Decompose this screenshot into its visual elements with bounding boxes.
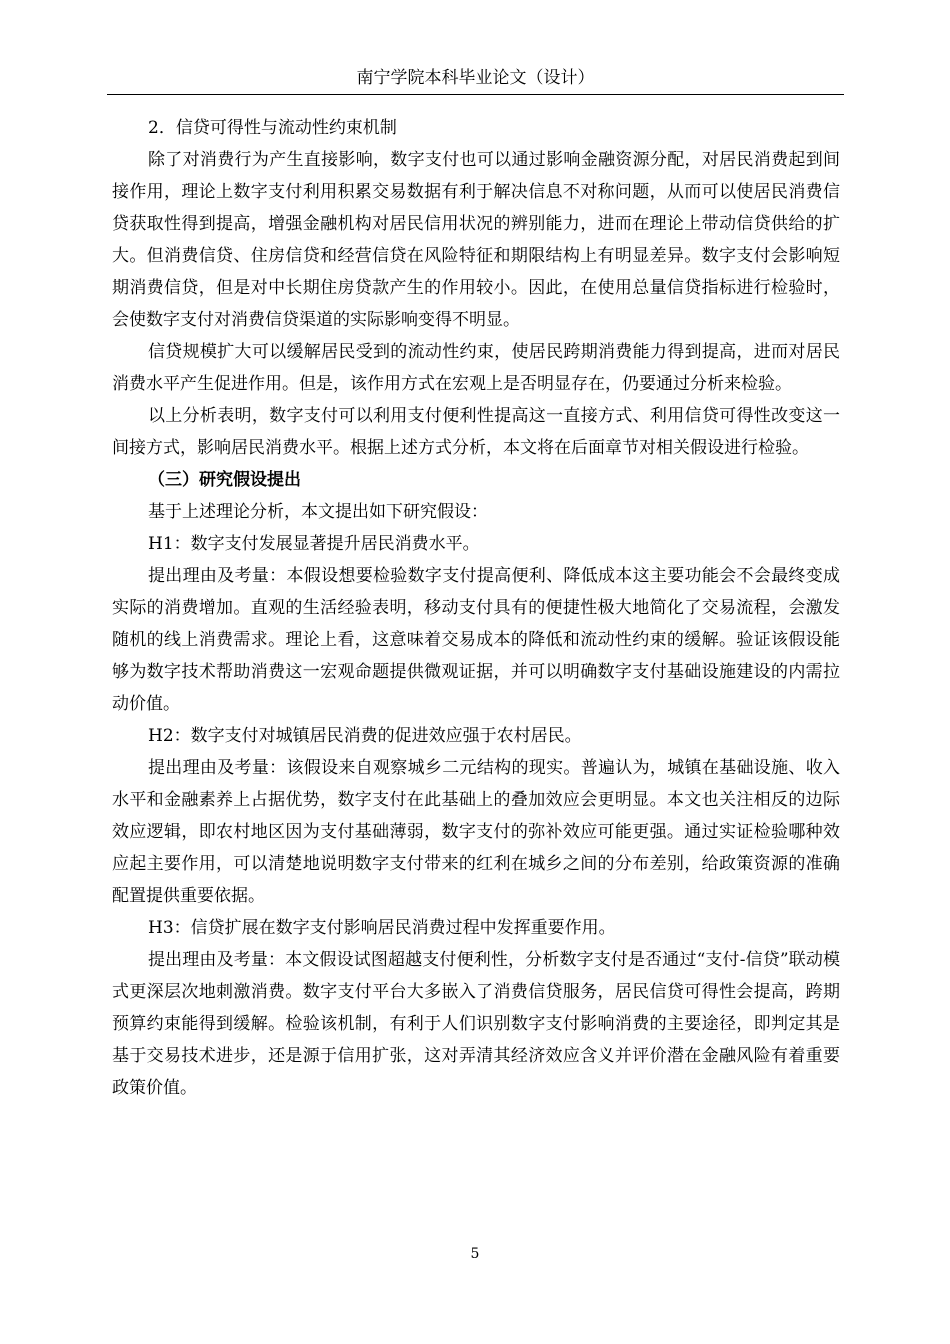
paragraph: 除了对消费行为产生直接影响，数字支付也可以通过影响金融资源分配，对居民消费起到间接作用，理论上数字支付利用积累交易数据有利于解决信息不对称问题，从而可以使居民消费信贷获取性得到提高，增强金融机构对居民信用状况的辨别能力，进而在理论上带动信贷供给的扩大。但消费信贷、住房信贷和经营信贷在风险特征和期限结构上有明显差异。数字支付会影响短期消费信贷，但是对中长期住房贷款产生的作用较小。因此，在使用总量信贷指标进行检验时，会使数字支付对消费信贷渠道的实际影响变得不明显。 <box>112 150 840 330</box>
hypothesis-h2: H2：数字支付对城镇居民消费的促进效应强于农村居民。 <box>148 726 582 746</box>
paragraph: 基于上述理论分析，本文提出如下研究假设： <box>148 502 488 522</box>
section-heading-hypotheses: （三）研究假设提出 <box>148 470 301 490</box>
paragraph: 提出理由及考量：本假设想要检验数字支付提高便利、降低成本这主要功能会不会最终变成实际的消费增加。直观的生活经验表明，移动支付具有的便捷性极大地简化了交易流程，会激发随机的线上消费需求。理论上看，这意味着交易成本的降低和流动性约束的缓解。验证该假设能够为数字技术帮助消费这一宏观命题提供微观证据，并可以明确数字支付基础设施建设的内需拉动价值。 <box>112 566 840 714</box>
hypothesis-h3: H3：信贷扩展在数字支付影响居民消费过程中发挥重要作用。 <box>148 918 616 938</box>
hypothesis-h1: H1：数字支付发展显著提升居民消费水平。 <box>148 534 480 554</box>
header-title: 南宁学院本科毕业论文（设计） <box>356 68 595 88</box>
paragraph: 提出理由及考量：本文假设试图超越支付便利性，分析数字支付是否通过“支付-信贷”联动模式更深层次地刺激消费。数字支付平台大多嵌入了消费信贷服务，居民信贷可得性会提高，跨期预算约束能得到缓解。检验该机制，有利于人们识别数字支付影响消费的主要途径，即判定其是基于交易技术进步，还是源于信用扩张，这对弄清其经济效应含义并评价潜在金融风险有着重要政策价值。 <box>112 950 840 1098</box>
paragraph: 以上分析表明，数字支付可以利用支付便利性提高这一直接方式、利用信贷可得性改变这一间接方式，影响居民消费水平。根据上述方式分析，本文将在后面章节对相关假设进行检验。 <box>112 406 840 458</box>
paragraph: 提出理由及考量：该假设来自观察城乡二元结构的现实。普遍认为，城镇在基础设施、收入水平和金融素养上占据优势，数字支付在此基础上的叠加效应会更明显。本文也关注相反的边际效应逻辑，即农村地区因为支付基础薄弱，数字支付的弥补效应可能更强。通过实证检验哪种效应起主要作用，可以清楚地说明数字支付带来的红利在城乡之间的分布差别，给政策资源的准确配置提供重要依据。 <box>112 758 840 906</box>
page-number: 5 <box>470 1246 480 1262</box>
subheading-credit-availability: 2．信贷可得性与流动性约束机制 <box>148 118 397 138</box>
page-header <box>107 62 844 95</box>
paragraph: 信贷规模扩大可以缓解居民受到的流动性约束，使居民跨期消费能力得到提高，进而对居民消费水平产生促进作用。但是，该作用方式在宏观上是否明显存在，仍要通过分析来检验。 <box>112 342 840 394</box>
document-body <box>112 112 840 1104</box>
